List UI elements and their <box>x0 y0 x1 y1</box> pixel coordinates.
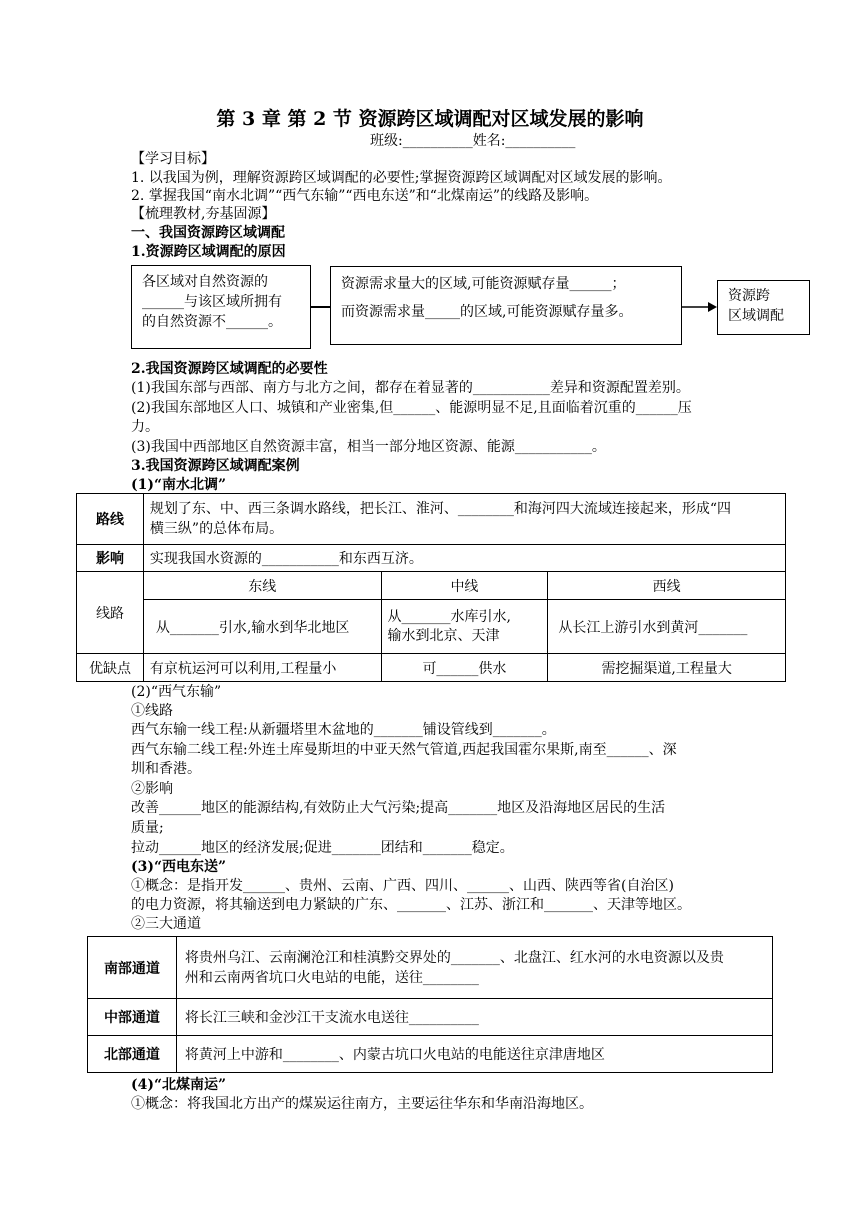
cause-box-3 <box>717 280 810 335</box>
necessity-2-cont: 力。 <box>131 419 159 435</box>
middle-text: 从_______水库引水, <box>387 608 511 625</box>
channels-table <box>87 936 773 1073</box>
lines-label: 线路 <box>77 572 144 654</box>
cause-box-2-line: 而资源需求量_____的区域,可能资源赋存量多。 <box>341 304 633 320</box>
middle-text: 输水到北京、天津 <box>387 627 500 644</box>
review-heading: 【梳理教材,夯基固源】 <box>131 206 276 222</box>
route-text: 规划了东、中、西三条调水路线，把长江、淮河、________和海河四大流域连接起来，形成“四 <box>149 501 732 517</box>
cause-box-1-line: ______与该区域所拥有 <box>142 294 282 310</box>
col-middle: 中线 <box>381 572 548 600</box>
col-east: 东线 <box>143 572 381 600</box>
case4-heading: (4)“北煤南运” <box>131 1077 227 1093</box>
middle-pros: 可______供水 <box>381 654 548 682</box>
case3-heading: (3)“西电东送” <box>131 859 227 875</box>
route-cell <box>143 494 785 545</box>
case2-impact1-cont: 质量; <box>131 820 164 836</box>
pros-label: 优缺点 <box>77 654 144 682</box>
west-text: 从长江上游引水到黄河_______ <box>548 600 786 654</box>
middle-label: 中部通道 <box>88 999 177 1036</box>
case2-impact2: 拉动______地区的经济发展;促进_______团结和_______稳定。 <box>131 840 514 856</box>
case3-concept-cont: 的电力资源，将其输送到电力紧缺的广东、_______、江苏、浙江和_______、天津等地区。 <box>131 897 691 913</box>
cause-box-3-line: 资源跨 <box>728 288 770 304</box>
subsection2-heading: 2.我国资源跨区域调配的必要性 <box>131 361 328 377</box>
west-pros: 需挖掘渠道,工程量大 <box>548 654 786 682</box>
table-row <box>77 545 786 572</box>
subsection3-heading: 3.我国资源跨区域调配案例 <box>131 458 300 474</box>
case2-heading: (2)“西气东输” <box>131 684 222 700</box>
page-title: 第 3 章 第 2 节 资源跨区域调配对区域发展的影响 <box>216 108 644 130</box>
impact-text: 实现我国水资源的___________和东西互济。 <box>143 545 785 572</box>
route-text: 横三纵”的总体布局。 <box>149 521 284 537</box>
study-goals-heading: 【学习目标】 <box>131 151 215 167</box>
case2-impact1: 改善______地区的能源结构,有效防止大气污染;提高_______地区及沿海地区居民的生活 <box>131 800 666 816</box>
arrow-icon <box>682 300 718 314</box>
cause-box-1 <box>131 265 311 349</box>
cause-box-2-line: 资源需求量大的区域,可能资源赋存量______； <box>341 276 626 292</box>
necessity-1: (1)我国东部与西部、南方与北方之间，都存在着显著的___________差异和资源配置差别。 <box>131 380 690 396</box>
north-label: 北部通道 <box>88 1036 177 1073</box>
table-row <box>77 600 786 654</box>
table-row <box>88 999 773 1036</box>
route-label: 路线 <box>77 494 144 545</box>
impact-label: 影响 <box>77 545 144 572</box>
east-text: 从_______引水,输水到华北地区 <box>143 600 381 654</box>
case3-channels-heading: ②三大通道 <box>131 916 201 932</box>
cause-box-1-line: 各区域对自然资源的 <box>142 274 268 290</box>
subsection1-heading: 1.资源跨区域调配的原因 <box>131 244 286 260</box>
study-goal-1: 1. 以我国为例，理解资源跨区域调配的必要性;掌握资源跨区域调配对区域发展的影响。 <box>131 170 672 186</box>
col-west: 西线 <box>548 572 786 600</box>
nsbd-table <box>76 493 786 682</box>
south-label: 南部通道 <box>88 937 177 999</box>
cause-box-2 <box>330 266 682 345</box>
case2-impact-heading: ②影响 <box>131 781 173 797</box>
case2-line2: 西气东输二线工程:外连土库曼斯坦的中亚天然气管道,西起我国霍尔果斯,南至______、深 <box>131 742 677 758</box>
study-goal-2: 2. 掌握我国“南水北调”“西气东输”“西电东送”和“北煤南运”的线路及影响。 <box>131 188 599 204</box>
south-text: 州和云南两省坑口火电站的电能，送往________ <box>184 969 479 986</box>
table-row <box>77 572 786 600</box>
table-row <box>77 494 786 545</box>
north-channel-text: 将黄河上中游和________、内蒙古坑口火电站的电能送往京津唐地区 <box>176 1036 772 1073</box>
cause-box-3-line: 区域调配 <box>728 308 784 324</box>
east-pros: 有京杭运河可以利用,工程量小 <box>143 654 381 682</box>
table-row <box>77 654 786 682</box>
south-cell <box>176 937 772 999</box>
middle-cell <box>381 600 548 654</box>
cause-box-1-line: 的自然资源不______。 <box>142 314 282 330</box>
section1-heading: 一、我国资源跨区域调配 <box>131 225 285 241</box>
case3-concept: ①概念：是指开发______、贵州、云南、广西、四川、______、山西、陕西等省(自治区) <box>131 878 674 894</box>
south-text: 将贵州乌江、云南澜沧江和桂滇黔交界处的_______、北盘江、红水河的水电资源以及贵 <box>184 949 724 966</box>
connector-line <box>311 306 331 308</box>
middle-channel-text: 将长江三峡和金沙江干支流水电送往__________ <box>176 999 772 1036</box>
table-row <box>88 1036 773 1073</box>
necessity-3: (3)我国中西部地区自然资源丰富，相当一部分地区资源、能源___________。 <box>131 439 606 455</box>
case2-route-heading: ①线路 <box>131 703 173 719</box>
case2-line1: 西气东输一线工程:从新疆塔里木盆地的_______铺设管线到_______。 <box>131 722 556 738</box>
case4-concept: ①概念：将我国北方出产的煤炭运往南方，主要运往华东和华南沿海地区。 <box>131 1096 593 1112</box>
necessity-2: (2)我国东部地区人口、城镇和产业密集,但______、能源明显不足,且面临着沉重的______压 <box>131 400 692 416</box>
case2-line2-cont: 圳和香港。 <box>131 761 201 777</box>
table-row <box>88 937 773 999</box>
case1-heading: (1)“南水北调” <box>131 477 227 493</box>
class-name-line: 班级:__________姓名:__________ <box>370 133 576 149</box>
